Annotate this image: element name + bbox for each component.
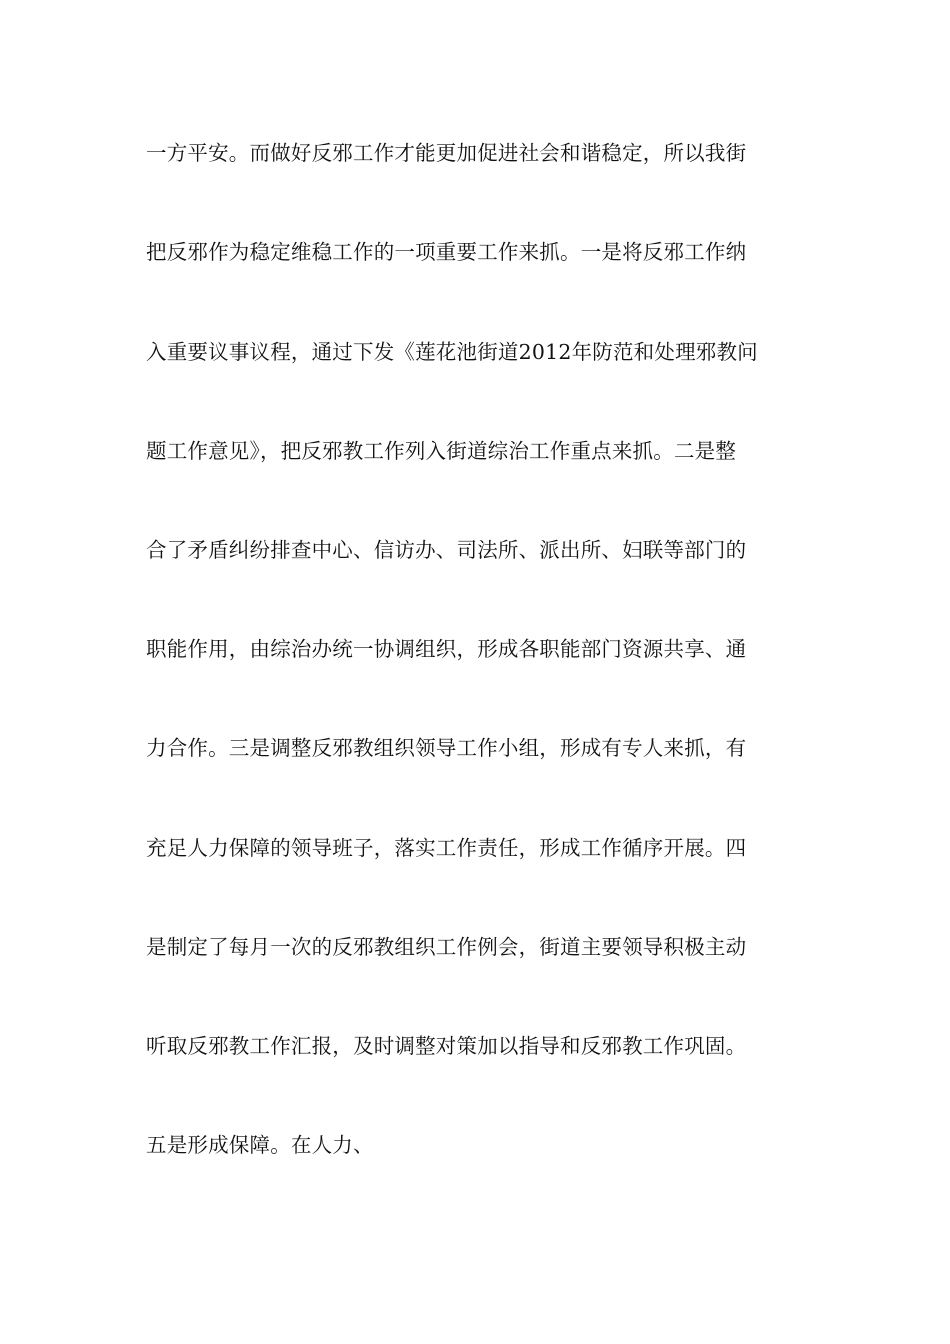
body-text-line: 五是形成保障。在人力、 xyxy=(146,1133,374,1157)
body-text-line: 听取反邪教工作汇报，及时调整对策加以指导和反邪教工作巩固。 xyxy=(146,1034,747,1058)
body-text-line: 题工作意见》，把反邪教工作列入街道综治工作重点来抓。二是整 xyxy=(146,439,737,463)
body-text-line: 是制定了每月一次的反邪教组织工作例会，街道主要领导积极主动 xyxy=(146,935,747,959)
body-text-line: 合了矛盾纠纷排查中心、信访办、司法所、派出所、妇联等部门的 xyxy=(146,538,747,562)
body-text-line: 把反邪作为稳定维稳工作的一项重要工作来抓。一是将反邪工作纳 xyxy=(146,240,747,264)
body-text-line: 充足人力保障的领导班子，落实工作责任，形成工作循序开展。四 xyxy=(146,836,747,860)
body-text-line: 入重要议事议程，通过下发《莲花池街道2012年防范和处理邪教问 xyxy=(146,340,758,364)
body-text-line: 一方平安。而做好反邪工作才能更加促进社会和谐稳定，所以我街 xyxy=(146,141,747,165)
body-text-line: 力合作。三是调整反邪教组织领导工作小组，形成有专人来抓，有 xyxy=(146,736,747,760)
body-text-line: 职能作用，由综治办统一协调组织，形成各职能部门资源共享、通 xyxy=(146,637,747,661)
